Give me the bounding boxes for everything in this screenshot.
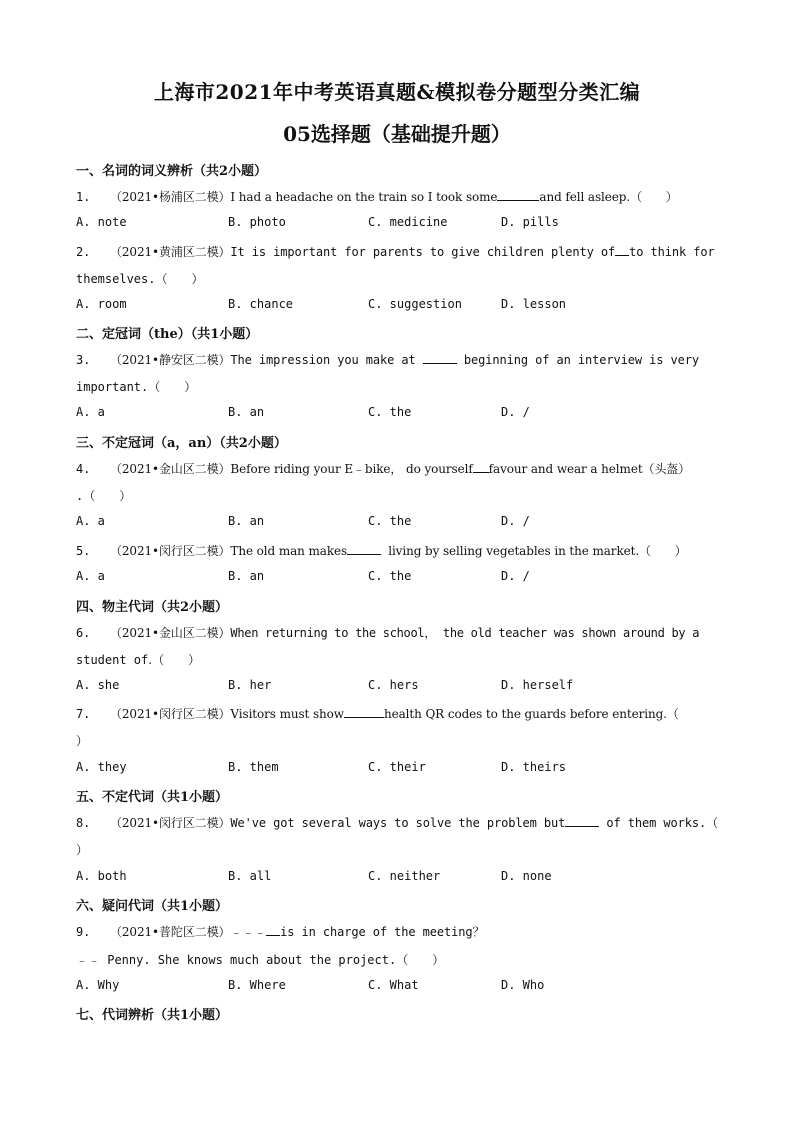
option-c: C. What [368,978,419,992]
answer-blank [347,543,381,555]
option-b: B. an [228,569,265,583]
question-9 [76,923,718,940]
option-b: B. chance [228,297,294,311]
question-number: 1. [76,190,91,204]
answer-blank [497,189,539,201]
question-8 [76,814,718,831]
option-b: B. an [228,514,265,528]
option-c: C. the [368,514,412,528]
question-3-cont: important.（ ） [76,380,197,394]
option-d: D. lesson [501,297,567,311]
question-8-cont: ） [76,843,89,857]
question-4-cont: .（ ） [76,489,132,503]
option-b: B. her [228,678,272,692]
answer-blank [344,706,384,718]
question-stem-cont: to think for [629,245,715,259]
option-a: A. Why [76,978,120,992]
question-number: 9. [76,925,91,939]
option-a: A. both [76,869,127,883]
question-9-cont: ﹣﹣ Penny. She knows much about the project.（ ） [76,953,445,967]
option-d: D. none [501,869,552,883]
question-source: （2021•闵行区二模） [110,816,231,830]
option-c: C. neither [368,869,441,883]
question-stem-cont: favour and wear a helmet（头盔） [488,462,691,476]
option-c: C. the [368,405,412,419]
option-a: A. note [76,215,127,229]
option-d: D. / [501,514,530,528]
question-2 [76,243,718,260]
question-source: （2021•金山区二模） [110,626,231,640]
question-3 [76,351,718,368]
question-stem: It is important for parents to give children plenty of [230,245,616,259]
question-source: （2021•杨浦区二模） [110,190,231,204]
question-stem-cont: is in charge of the meeting？ [280,925,485,939]
section-heading: 二、定冠词（the）（共1小题） [76,327,259,342]
answer-blank [423,352,457,364]
question-stem-cont: of them works.（ [606,816,719,830]
question-number: 4. [76,462,91,476]
question-number: 5. [76,544,91,558]
answer-blank [615,244,629,256]
option-d: D. / [501,569,530,583]
section-heading: 七、代词辨析（共1小题） [76,1008,229,1023]
section-heading: 一、名词的词义辨析（共2小题） [76,164,268,179]
question-1 [76,188,718,205]
option-c: C. medicine [368,215,448,229]
question-7-cont: ） [76,734,89,748]
question-stem-cont: living by selling vegetables in the market.（ ） [388,544,687,558]
question-source: （2021•闵行区二模） [110,707,231,721]
option-a: A. a [76,569,105,583]
question-source: （2021•静安区二模） [110,353,231,367]
option-d: D. pills [501,215,559,229]
question-stem: I had a headache on the train so I took some [230,190,498,204]
option-b: B. photo [228,215,286,229]
question-2-cont: themselves.（ ） [76,272,204,286]
question-stem-cont: beginning of an interview is very [463,353,700,367]
question-number: 6. [76,626,91,640]
question-stem: Before riding your E﹣bike， do yourself [230,462,473,476]
option-a: A. they [76,760,127,774]
answer-blank [266,924,280,936]
option-a: A. a [76,405,105,419]
question-4 [76,460,718,477]
question-source: （2021•闵行区二模） [110,544,231,558]
option-c: C. the [368,569,412,583]
option-a: A. room [76,297,127,311]
option-b: B. an [228,405,265,419]
option-a: A. she [76,678,120,692]
question-source: （2021•黄浦区二模） [110,245,231,259]
question-stem: The impression you make at [230,353,416,367]
section-heading: 五、不定代词（共1小题） [76,790,229,805]
question-stem: ﹣﹣﹣ [230,925,267,939]
question-source: （2021•金山区二模） [110,462,231,476]
question-source: （2021•普陀区二模） [110,925,231,939]
question-stem-line2b: .（ ） [148,653,201,667]
answer-blank [473,461,489,473]
option-c: C. hers [368,678,419,692]
option-d: D. theirs [501,760,567,774]
question-number: 8. [76,816,91,830]
option-d: D. / [501,405,530,419]
question-stem: Visitors must show [230,707,344,721]
question-stem-line2: student of [76,653,149,667]
section-heading: 四、物主代词（共2小题） [76,600,229,615]
option-b: B. them [228,760,279,774]
option-b: B. Where [228,978,286,992]
answer-blank [565,815,599,827]
option-b: B. all [228,869,272,883]
question-number: 3. [76,353,91,367]
question-number: 7. [76,707,91,721]
option-c: C. their [368,760,426,774]
document-title: 上海市2021年中考英语真题&模拟卷分题型分类汇编 [153,80,641,104]
option-d: D. herself [501,678,574,692]
question-5 [76,542,718,559]
question-6 [76,624,718,641]
question-stem-cont: and fell asleep.（ ） [539,190,678,204]
document-subtitle: 05选择题（基础提升题） [283,122,511,146]
question-stem: The old man makes [230,544,348,558]
question-stem: We've got several ways to solve the problem but [230,816,566,830]
question-stem: When returning to the school， the old teacher was shown around by a [230,626,700,640]
question-number: 2. [76,245,91,259]
section-heading: 三、不定冠词（a，an）（共2小题） [76,436,287,451]
option-c: C. suggestion [368,297,462,311]
section-heading: 六、疑问代词（共1小题） [76,899,229,914]
question-7 [76,705,718,722]
option-a: A. a [76,514,105,528]
option-d: D. Who [501,978,545,992]
question-stem-cont: health QR codes to the guards before entering.（ [383,707,679,721]
question-6-cont [76,651,200,668]
